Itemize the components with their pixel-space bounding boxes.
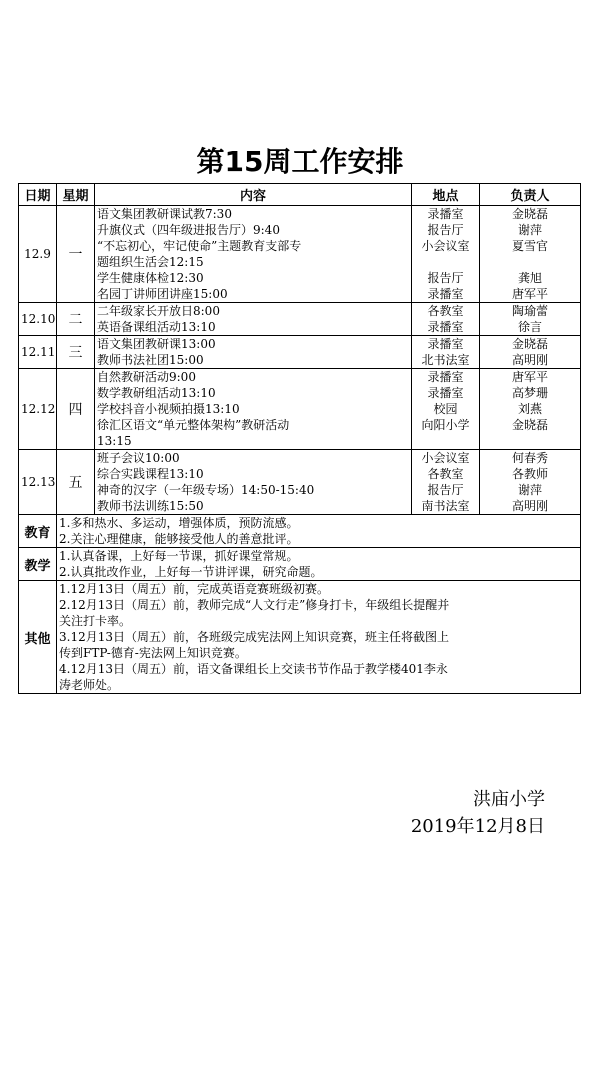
place-line: 各教室 [427,467,464,481]
place-line: 各教室 [427,304,464,318]
note-line: 关注打卡率。 [59,614,132,628]
note-category: 教学 [19,548,57,581]
place-line: 录播室 [427,386,464,400]
person-line: 高梦珊 [511,386,548,400]
header-content: 内容 [95,184,412,206]
note-line: 涛老师处。 [59,678,120,692]
page-title: 第15周工作安排 [196,145,404,178]
person-line [482,433,578,449]
note-line: 4.12月13日（周五）前，语文备课组长上交读书节作品于教学楼401李永 [59,662,448,676]
note-line: 1.12月13日（周五）前，完成英语竞赛班级初赛。 [59,582,329,596]
content-line: 语文集团教研课试教7:30 [97,207,232,221]
place-line: 小会议室 [421,239,470,253]
note-row [19,515,581,548]
schedule-table [18,183,581,694]
content-line: 综合实践课程13:10 [97,467,204,481]
person-line: 金晓磊 [511,337,548,351]
place-cell [412,450,480,515]
content-line: 语文集团教研课13:00 [97,337,216,351]
content-line: 学校抖音小视频拍摄13:10 [97,402,240,416]
content-cell [95,206,412,303]
schedule-row [19,206,581,303]
note-text [57,515,581,548]
schedule-row [19,336,581,369]
schedule-row [19,303,581,336]
note-line: 2.关注心理健康，能够接受他人的善意批评。 [59,532,299,546]
place-line: 校园 [433,402,458,416]
person-line: 何春秀 [511,451,548,465]
header-weekday: 星期 [57,184,95,206]
place-line: 录播室 [427,287,464,301]
content-line: 神奇的汉字（一年级专场）14:50-15:40 [97,483,315,497]
weekday-cell: 五 [57,450,95,515]
weekday-cell: 三 [57,336,95,369]
header-row [19,184,581,206]
header-date: 日期 [19,184,57,206]
content-line: 英语备课组活动13:10 [97,320,216,334]
content-line: 班子会议10:00 [97,451,180,465]
place-line: 南书法室 [421,499,470,513]
date-cell: 12.9 [19,206,57,303]
date-cell: 12.11 [19,336,57,369]
place-cell [412,336,480,369]
place-line [414,433,477,449]
note-text [57,581,581,694]
header-place: 地点 [412,184,480,206]
content-cell [95,369,412,450]
place-line: 录播室 [427,337,464,351]
date-cell: 12.10 [19,303,57,336]
place-line: 报告厅 [427,483,464,497]
content-line: 名园丁讲师团讲座15:00 [97,287,228,301]
content-cell [95,303,412,336]
weekday-cell: 二 [57,303,95,336]
place-cell [412,369,480,450]
note-row [19,581,581,694]
person-line: 龚旭 [517,271,542,285]
person-cell [480,450,581,515]
content-line: 教师书法社团15:00 [97,353,204,367]
place-line: 录播室 [427,207,464,221]
note-row [19,548,581,581]
content-line: 徐汇区语文“单元整体架构”教研活动 [97,418,290,432]
person-line: 高明刚 [511,353,548,367]
note-text [57,548,581,581]
person-line [482,254,578,270]
note-line: 2.12月13日（周五）前，教师完成“人文行走”修身打卡，年级组长提醒并 [59,598,450,612]
content-line: “不忘初心，牢记使命”主题教育支部专 [97,239,302,253]
person-cell [480,303,581,336]
note-line: 3.12月13日（周五）前，各班级完成宪法网上知识竞赛，班主任将截图上 [59,630,449,644]
person-line: 徐言 [517,320,542,334]
note-line: 1.认真备课，上好每一节课，抓好课堂常规。 [59,549,299,563]
weekday-cell: 四 [57,369,95,450]
school-name: 洪庙小学 [473,789,545,810]
note-line: 2.认真批改作业，上好每一节讲评课，研究命题。 [59,565,323,579]
place-line: 小会议室 [421,451,470,465]
place-cell [412,303,480,336]
note-line: 传到FTP-德育-宪法网上知识竞赛。 [59,646,247,660]
person-line: 夏雪官 [511,239,548,253]
content-line: 教师书法训练15:50 [97,499,204,513]
content-line: 13:15 [97,434,132,448]
person-line: 谢萍 [517,223,542,237]
place-line: 录播室 [427,370,464,384]
content-line: 自然教研活动9:00 [97,370,196,384]
person-cell [480,336,581,369]
person-line: 金晓磊 [511,207,548,221]
place-line: 录播室 [427,320,464,334]
weekday-cell: 一 [57,206,95,303]
content-cell [95,336,412,369]
place-line: 向阳小学 [421,418,470,432]
content-line: 学生健康体检12:30 [97,271,204,285]
person-cell [480,206,581,303]
place-line: 报告厅 [427,271,464,285]
note-category: 教育 [19,515,57,548]
person-line: 谢萍 [517,483,542,497]
content-line: 题组织生活会12:15 [97,255,204,269]
place-line: 报告厅 [427,223,464,237]
person-line: 各教师 [511,467,548,481]
person-line: 唐军平 [511,370,548,384]
schedule-row [19,450,581,515]
person-line: 高明刚 [511,499,548,513]
schedule-row [19,369,581,450]
person-line: 陶瑜蕾 [511,304,548,318]
content-line: 数学教研组活动13:10 [97,386,216,400]
person-cell [480,369,581,450]
person-line: 刘燕 [517,402,542,416]
content-cell [95,450,412,515]
place-line [414,254,477,270]
person-line: 唐军平 [511,287,548,301]
content-line: 二年级家长开放日8:00 [97,304,220,318]
note-category: 其他 [19,581,57,694]
place-cell [412,206,480,303]
header-person: 负责人 [480,184,581,206]
content-line: 升旗仪式（四年级进报告厅）9:40 [97,223,280,237]
date-cell: 12.13 [19,450,57,515]
person-line: 金晓磊 [511,418,548,432]
sign-date: 2019年12月8日 [410,816,545,837]
place-line: 北书法室 [421,353,470,367]
date-cell: 12.12 [19,369,57,450]
note-line: 1.多和热水、多运动，增强体质，预防流感。 [59,516,299,530]
signature [411,786,545,840]
